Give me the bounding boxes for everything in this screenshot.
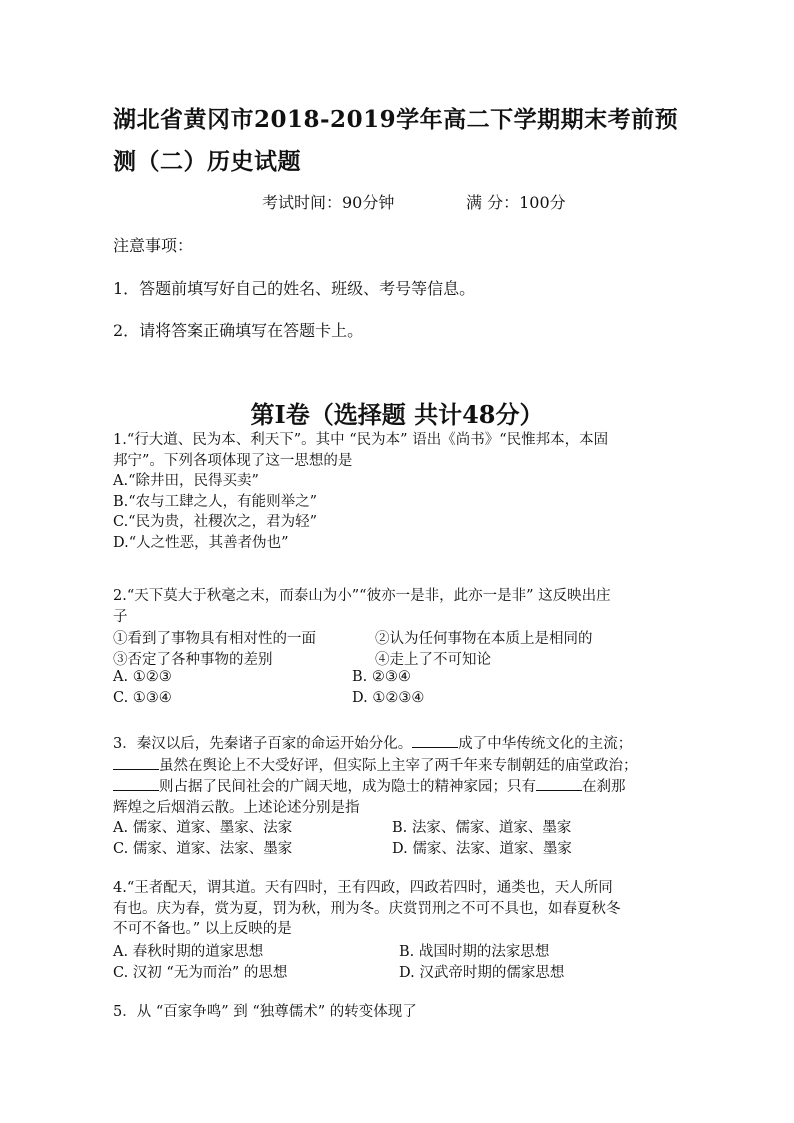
stem-line: 有也。庆为春，赏为夏，罚为秋，刑为冬。庆赏罚刑之不可不具也，如春夏秋冬 [113, 900, 621, 917]
exam-time: 考试时间：90分钟 [262, 193, 395, 212]
statement: ②认为任何事物在本质上是相同的 [375, 631, 593, 647]
answer-blank [536, 776, 582, 791]
option: C. 汉初 “无为而治” 的思想 [113, 965, 288, 981]
stem-text: 3．秦汉以后，先秦诸子百家的命运开始分化。 [113, 736, 413, 752]
notice-heading: 注意事项： [113, 236, 194, 255]
question-5-stem: 5．从 “百家争鸣” 到 “独尊儒术” 的转变体现了 [113, 1004, 417, 1020]
option: B. ②③④ [352, 669, 411, 685]
stem-line: 4.“王者配天，谓其道。天有四时，王有四政，四政若四时，通类也，天人所同 [113, 880, 613, 896]
option: A. 春秋时期的道家思想 [113, 944, 264, 960]
option: A. ①②③ [113, 669, 172, 685]
statement: ④走上了不可知论 [375, 652, 491, 668]
document-title-line2: 测（二）历史试题 [113, 148, 301, 175]
stem-line: 子 [113, 608, 128, 625]
stem-line: 2.“天下莫大于秋毫之末，而泰山为小”“彼亦一是非，此亦一是非” 这反映出庄 [113, 588, 611, 604]
answer-blank [113, 776, 159, 791]
option: B. 战国时期的法家思想 [399, 944, 550, 960]
option: D. 汉武帝时期的儒家思想 [399, 965, 565, 981]
document-title-line1: 湖北省黄冈市2018-2019学年高二下学期期末考前预 [113, 106, 679, 133]
option: D. 儒家、法家、道家、墨家 [392, 841, 572, 857]
notice-item: 2．请将答案正确填写在答题卡上。 [113, 321, 364, 340]
option: C. 儒家、道家、法家、墨家 [113, 841, 293, 857]
option: B.“农与工肆之人，有能则举之” [113, 493, 318, 510]
stem-line [113, 755, 638, 777]
stem-text: 则占据了民间社会的广阔天地，成为隐士的精神家园；只有 [159, 779, 536, 795]
question-4-stem [113, 878, 621, 940]
question-1-stem [113, 430, 608, 553]
notice-item: 1．答题前填写好自己的姓名、班级、考号等信息。 [113, 279, 476, 298]
statement: ①看到了事物具有相对性的一面 [113, 631, 316, 647]
answer-blank [113, 755, 159, 770]
section-title: 第I卷（选择题 共计48分） [250, 400, 544, 429]
stem-line: 辉煌之后烟消云散。上述论述分别是指 [113, 799, 360, 816]
option: B. 法家、儒家、道家、墨家 [392, 820, 572, 836]
option: D. ①②③④ [352, 690, 425, 706]
full-score: 满 分：100分 [466, 193, 566, 212]
option: D.“人之性恶，其善者伪也” [113, 534, 289, 551]
stem-text: 成了中华传统文化的主流； [458, 736, 633, 752]
option: C. ①③④ [113, 690, 172, 706]
stem-line: 不可不备也。” 以上反映的是 [113, 921, 292, 937]
option: C.“民为贵，社稷次之，君为轻” [113, 514, 318, 530]
stem-text: 在刹那 [582, 779, 626, 795]
stem-line [113, 733, 638, 755]
answer-blank [412, 733, 458, 748]
question-3-stem [113, 733, 638, 818]
statement: ③否定了各种事物的差别 [113, 652, 273, 668]
stem-line [113, 776, 638, 798]
stem-text: 虽然在舆论上不大受好评，但实际上主宰了两千年来专制朝廷的庙堂政治； [159, 757, 638, 774]
option: A.“除井田，民得买卖” [113, 473, 259, 489]
stem-line: 邦宁”。下列各项体现了这一思想的是 [113, 452, 353, 469]
question-2-stem [113, 586, 611, 627]
option: A. 儒家、道家、墨家、法家 [113, 820, 293, 836]
stem-line: 1.“行大道、民为本、利天下”。其中 “民为本” 语出《尚书》“民惟邦本，本固 [113, 432, 609, 448]
